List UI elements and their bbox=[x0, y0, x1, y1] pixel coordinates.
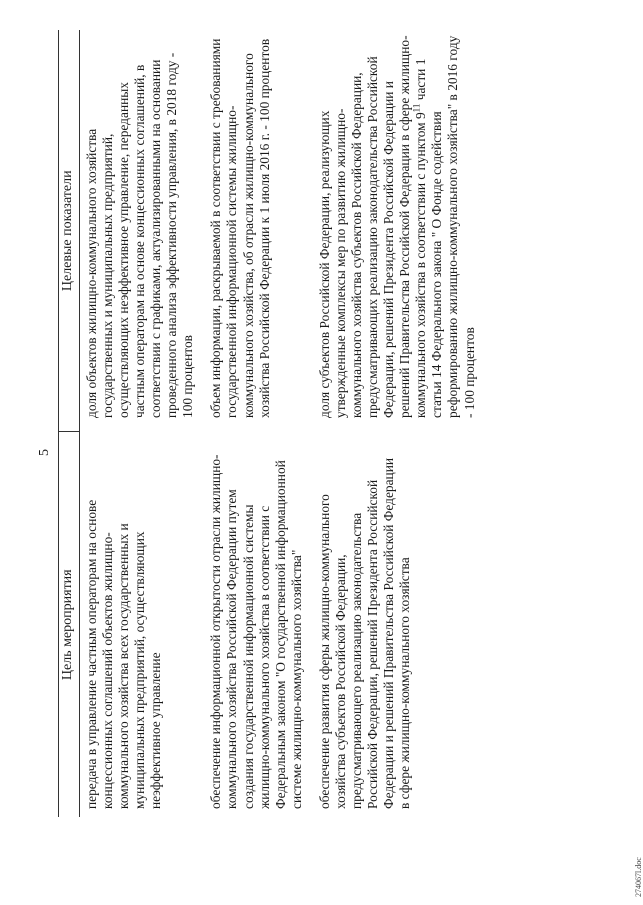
indicator-cell: доля объектов жилищно-коммунального хозяйства государственных и муниципальных предприятий, осуществляющих неэффективное управление, переданных частным операторам на основе концессионных соглашений, в соответствии с графиками, актуализированными на основании проведенного анализа эффективности управления, в 2018 году - 100 процентов bbox=[83, 52, 196, 418]
footnote-superscript: 11 bbox=[411, 103, 422, 113]
indicator-text: доля субъектов Российской Федерации, реализующих утвержденные комплексы мер по развитию жилищно-коммунального хозяйства субъектов Российской Федерации, предусматривающих реализацию законодательства Российской Федерации, решений Президента Российской Федерации и решений Правительства Российской Федерации в сфере жилищно-коммунального хозяйства в соответствии с пунктом 9 bbox=[316, 35, 429, 418]
goal-cell: передача в управление частным операторам на основе концессионных соглашений объектов жилищно-коммунального хозяйства всех государственных и муниципальных предприятий, осуществляющих неэффективное управление bbox=[83, 499, 164, 809]
table-row bbox=[196, 30, 304, 817]
page-number: 5 bbox=[37, 449, 52, 456]
goal-cell: обеспечение развития сферы жилищно-коммунального хозяйства субъектов Российской Федерации, предусматривающего реализацию законодательства Российской Федерации, решений Президента Российской Федерации и решений Правительства Российской Федерации в сфере жилищно-коммунального хозяйства bbox=[316, 457, 413, 809]
table-row bbox=[305, 30, 478, 817]
header-indicators: Целевые показатели bbox=[59, 30, 80, 432]
header-goal: Цель мероприятия bbox=[59, 432, 80, 817]
indicator-cell: объем информации, раскрываемой в соответствии с требованиями государственной информационной системы жилищно-коммунального хозяйства, об отрасли жилищно-коммунального хозяйства Российской Федерации к 1 июля 2016 г. - 100 процентов bbox=[208, 38, 272, 418]
document-code: 274067l.doc bbox=[634, 857, 643, 897]
table-header-row bbox=[59, 30, 80, 817]
indicator-cell bbox=[305, 30, 478, 432]
goals-table bbox=[58, 30, 478, 817]
goal-cell: обеспечение информационной открытости отрасли жилищно-коммунального хозяйства Российской Федерации путем создания государственной информационной системы жилищно-коммунального хозяйства в соответствии с Федеральным законом "О государственной информационной системе жилищно-коммунального хозяйства" bbox=[208, 454, 304, 809]
indicator-text-tail: части 1 статьи 14 Федерального закона " О Фонде содействия реформированию жилищно-коммунального хозяйства" в 2016 году - 100 процентов bbox=[413, 35, 477, 418]
table-row bbox=[79, 30, 196, 817]
